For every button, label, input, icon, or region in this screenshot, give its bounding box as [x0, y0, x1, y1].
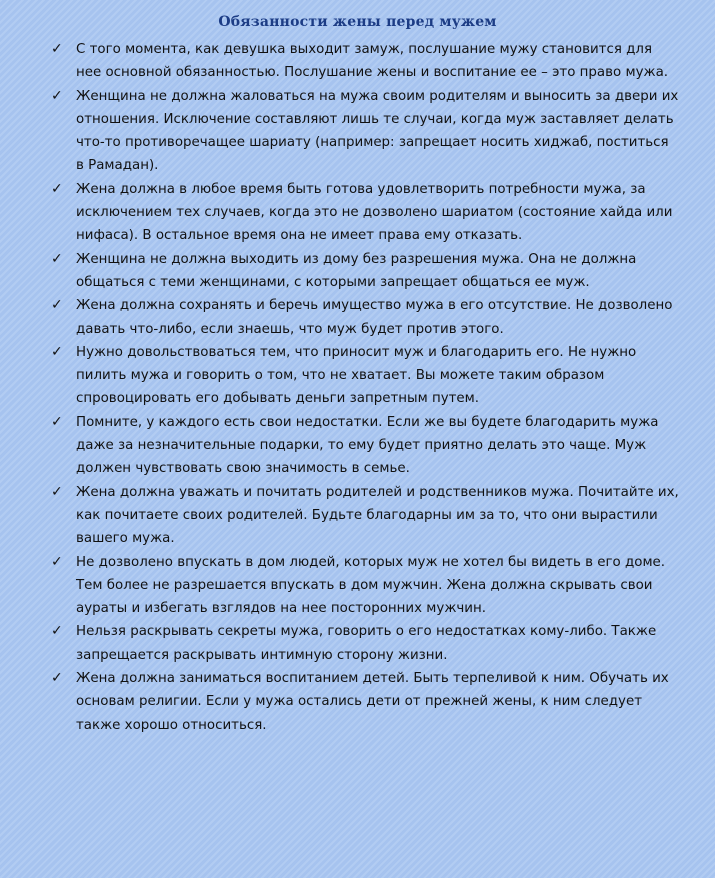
- list-item: [51, 248, 679, 295]
- list-item-text: Нельзя раскрывать секреты мужа, говорить о его недостатках кому-либо. Также запрещается раскрывать интимную сторону жизни.: [76, 624, 657, 663]
- page-title: Обязанности жены перед мужем: [218, 14, 497, 30]
- checkmark-icon: ✓: [51, 553, 63, 570]
- list-item: [51, 667, 679, 737]
- list-item: [51, 85, 679, 178]
- list-item-text: Жена должна уважать и почитать родителей и родственников мужа. Почитайте их, как почитаете своих родителей. Будьте благодарны им за то, что они вырастили вашего мужа.: [76, 484, 679, 547]
- checkmark-icon: ✓: [51, 87, 63, 104]
- list-item-text: Женщина не должна выходить из дому без разрешения мужа. Она не должна общаться с теми женщинами, с которыми запрещает общаться ее муж.: [76, 251, 637, 290]
- list-item-text: С того момента, как девушка выходит замуж, послушание мужу становится для нее основной обязанностью. Послушание жены и воспитание ее – это право мужа.: [76, 42, 669, 81]
- list-item: [51, 341, 679, 411]
- list-item-text: Женщина не должна жаловаться на мужа своим родителям и выносить за двери их отношения. Исключение составляют лишь те случаи, когда муж заставляет делать что-то противоречащее шариату (например: запрещает носить хиджаб, поститься в Рамадан).: [76, 88, 679, 174]
- list-item: [51, 620, 679, 667]
- list-item-text: Нужно довольствоваться тем, что приносит муж и благодарить его. Не нужно пилить мужа и говорить о том, что не хватает. Вы можете таким образом спровоцировать его добывать деньги запретным путем.: [76, 344, 637, 407]
- list-item-text: Жена должна заниматься воспитанием детей. Быть терпеливой к ним. Обучать их основам религии. Если у мужа остались дети от прежней жены, к ним следует также хорошо относиться.: [76, 671, 669, 733]
- checkmark-icon: ✓: [51, 413, 63, 430]
- checkmark-icon: ✓: [51, 41, 63, 57]
- list-item: [51, 178, 679, 248]
- list-item-text: Помните, у каждого есть свои недостатки. Если же вы будете благодарить мужа даже за незначительные подарки, то ему будет приятно делать это чаще. Муж должен чувствовать свою значимость в семье.: [76, 414, 659, 477]
- checkmark-icon: ✓: [51, 297, 63, 314]
- checkmark-icon: ✓: [51, 250, 63, 267]
- checkmark-icon: ✓: [51, 180, 63, 197]
- list-item: [51, 481, 679, 551]
- duties-list: [51, 38, 679, 737]
- checkmark-icon: ✓: [51, 483, 63, 500]
- list-item: [51, 411, 679, 481]
- list-item: [51, 551, 679, 621]
- list-item: [51, 38, 679, 85]
- list-item-text: Жена должна в любое время быть готова удовлетворить потребности мужа, за исключением тех случаев, когда это не дозволено шариатом (состояние хайда или нифаса). В остальное время она не имеет права ему отказать.: [76, 181, 673, 244]
- checkmark-icon: ✓: [51, 623, 63, 640]
- list-item-text: Не дозволено впускать в дом людей, которых муж не хотел бы видеть в его доме. Тем более не разрешается впускать в дом мужчин. Жена должна скрывать свои аураты и избегать взглядов на нее посторонних мужчин.: [76, 554, 666, 617]
- checkmark-icon: ✓: [51, 343, 63, 360]
- checkmark-icon: ✓: [51, 670, 63, 687]
- list-item-text: Жена должна сохранять и беречь имущество мужа в его отсутствие. Не дозволено давать что-либо, если знаешь, что муж будет против этого.: [76, 298, 673, 337]
- list-item: [51, 294, 679, 341]
